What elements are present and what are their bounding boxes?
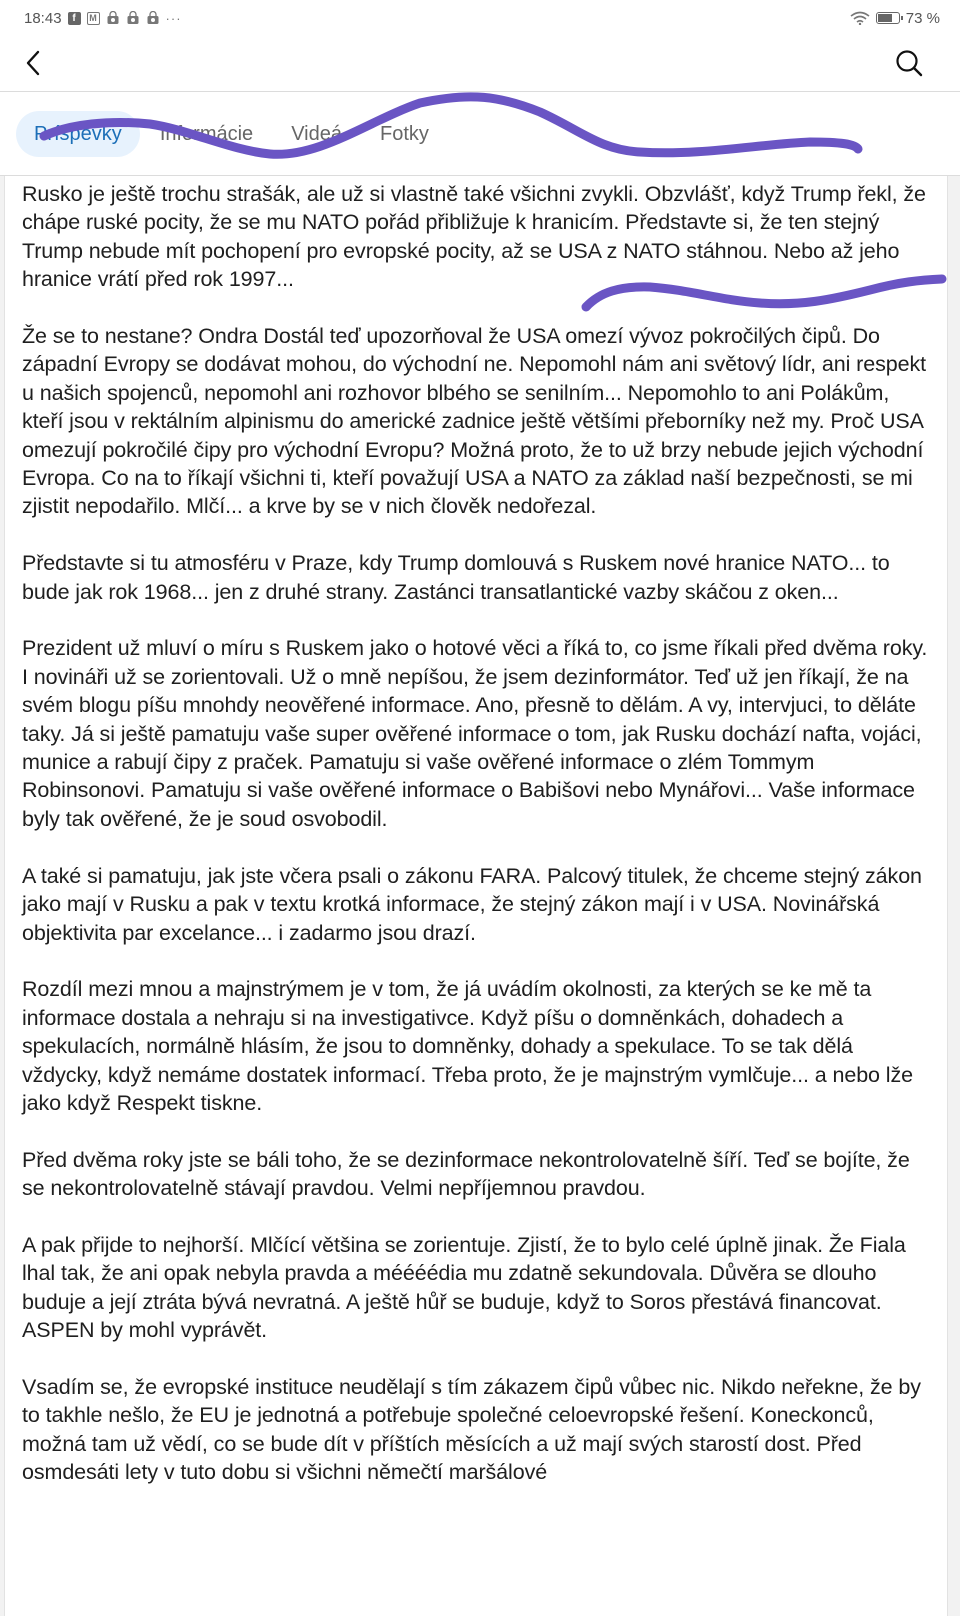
facebook-icon: f (68, 12, 81, 25)
battery-level-fill (878, 14, 892, 22)
status-bar (0, 0, 960, 36)
search-icon[interactable] (894, 48, 924, 78)
wifi-icon (850, 11, 870, 25)
shopping-bag-icon (126, 11, 140, 25)
post-feed[interactable] (0, 176, 960, 1600)
tab-videos[interactable]: Videá (291, 122, 342, 145)
status-bar-left (24, 10, 182, 27)
post-paragraph: Rusko je ještě trochu strašák, ale už si vlastně také všichni zvykli. Obzvlášť, když Trump řekl, že chápe ruské pocity, že se mu NATO pořád přibližuje k hranicím. Představte si, že ten stejný Trump nebude mít pochopení pro evropské pocity, až se USA z NATO stáhnou. Nebo až jeho hranice vrátí před rok 1997... (22, 182, 926, 292)
battery-icon (876, 12, 900, 24)
chevron-left-icon[interactable] (18, 46, 52, 80)
tab-posts[interactable]: Príspevky (16, 111, 140, 157)
app-bar (0, 36, 960, 92)
tab-bar (0, 92, 960, 176)
post-paragraph: A také si pamatuju, jak jste včera psali o zákonu FARA. Palcový titulek, že chceme stejný zákon jako mají v Rusku a pak v textu krotká informace, že stejný zákon mají i v USA. Novinářská objektivita par excelance... i zadarmo jsou drazí. (22, 863, 922, 945)
battery-percent: 73 % (905, 9, 940, 27)
post-paragraph: Představte si tu atmosféru v Praze, kdy Trump domlouvá s Ruskem nové hranice NATO... to bude jak rok 1968... jen z druhé strany. Zastánci transatlantické vazby skáčou z oken... (22, 551, 890, 604)
post-paragraph: Rozdíl mezi mnou a majnstrýmem je v tom, že já uvádím okolnosti, za kterých se ke mě ta informace dostala a nehraju si na investigativce. Když píšu o domněnkách, dohadech a spekulacích, normálně hlásím, že jsou to domněnky, dohady a spekulace. To se tak dělá vždycky, když nemáme dostatek informací. Třeba proto, že je majnstrým vymlčuje... a nebo lže jako když Respekt tiskne. (22, 977, 913, 1115)
gmail-icon: M (87, 12, 100, 25)
tab-photos[interactable]: Fotky (379, 122, 429, 145)
more-notifications-indicator: ··· (165, 10, 182, 26)
post-card (4, 176, 948, 1616)
post-paragraph: Vsadím se, že evropské instituce neudělají s tím zákazem čipů vůbec nic. Nikdo neřekne, že by to takhle nešlo, že EU je jednotná a potřebuje společné celoevropské řešení. Koneckonců, možná tam už vědí, co se bude dít v příštích měsících a už mají svých starostí dost. Před osmdesáti lety v tuto dobu si všichni němečtí maršálové (22, 1374, 921, 1485)
shopping-bag-icon (106, 11, 120, 25)
post-paragraph: A pak přijde to nejhorší. Mlčící většina se zorientuje. Zjistí, že to bylo celé úplně jinak. Že Fiala lhal tak, že ani opak nebyla pravda a méééédia mu zdatně sekundovala. Důvěra se dlouho buduje a její ztráta bývá nevratná. A ještě hůř se buduje, když to Soros přestává financovat. ASPEN by mohl vyprávět. (22, 1232, 906, 1343)
post-paragraph: Že se to nestane? Ondra Dostál teď upozorňoval že USA omezí vývoz pokročilých čipů. Do západní Evropy se dodávat mohou, do východní ne. Nepomohl nám ani světový lídr, ani respekt u našich spojenců, nepomohl ani rozhovor blbého se senilním... Nepomohlo to ani Polákům, kteří jsou v rektálním alpinismu do americké zadnice ještě většími přeborníky než my. Proč USA omezují pokročilé čipy pro východní Evropu? Možná proto, že to už brzy nebude jejich východní Evropa. Co na to říkají všichni ti, kteří považují USA a NATO za základ naší bezpečnosti, se mi zjistit nepodařilo. Mlčí... a krve by se v nich člověk nedořezal. (22, 324, 926, 519)
status-bar-right (850, 10, 940, 27)
status-time: 18:43 (24, 9, 62, 27)
post-paragraph: Prezident už mluví o míru s Ruskem jako o hotové věci a říká to, co jsme říkali před dvěma roky. I novináři už se zorientovali. Už o mně nepíšou, že jsem dezinformátor. Teď už jen říkají, že na svém blogu píšu mnohdy neověřené informace. Ano, přesně to dělám. A vy, intervjuci, to děláte taky. Já si ještě pamatuju vaše super ověřené informace o tom, jak Rusku dochází nafta, vojáci, munice a rabují čipy z praček. Pamatuju si vaše ověřené informace o zlém Tommym Robinsonovi. Pamatuju si vaše ověřené informace o Babišovi nebo Mynářovi... Vaše informace byly tak ověřené, že je soud osvobodil. (22, 636, 928, 831)
post-paragraph: Před dvěma roky jste se báli toho, že se dezinformace nekontrolovatelně šíří. Teď se bojíte, že se nekontrolovatelně stávají pravdou. Velmi nepříjemnou pravdou. (22, 1147, 910, 1201)
shopping-bag-icon (146, 11, 160, 25)
tab-information[interactable]: Informácie (159, 122, 254, 145)
